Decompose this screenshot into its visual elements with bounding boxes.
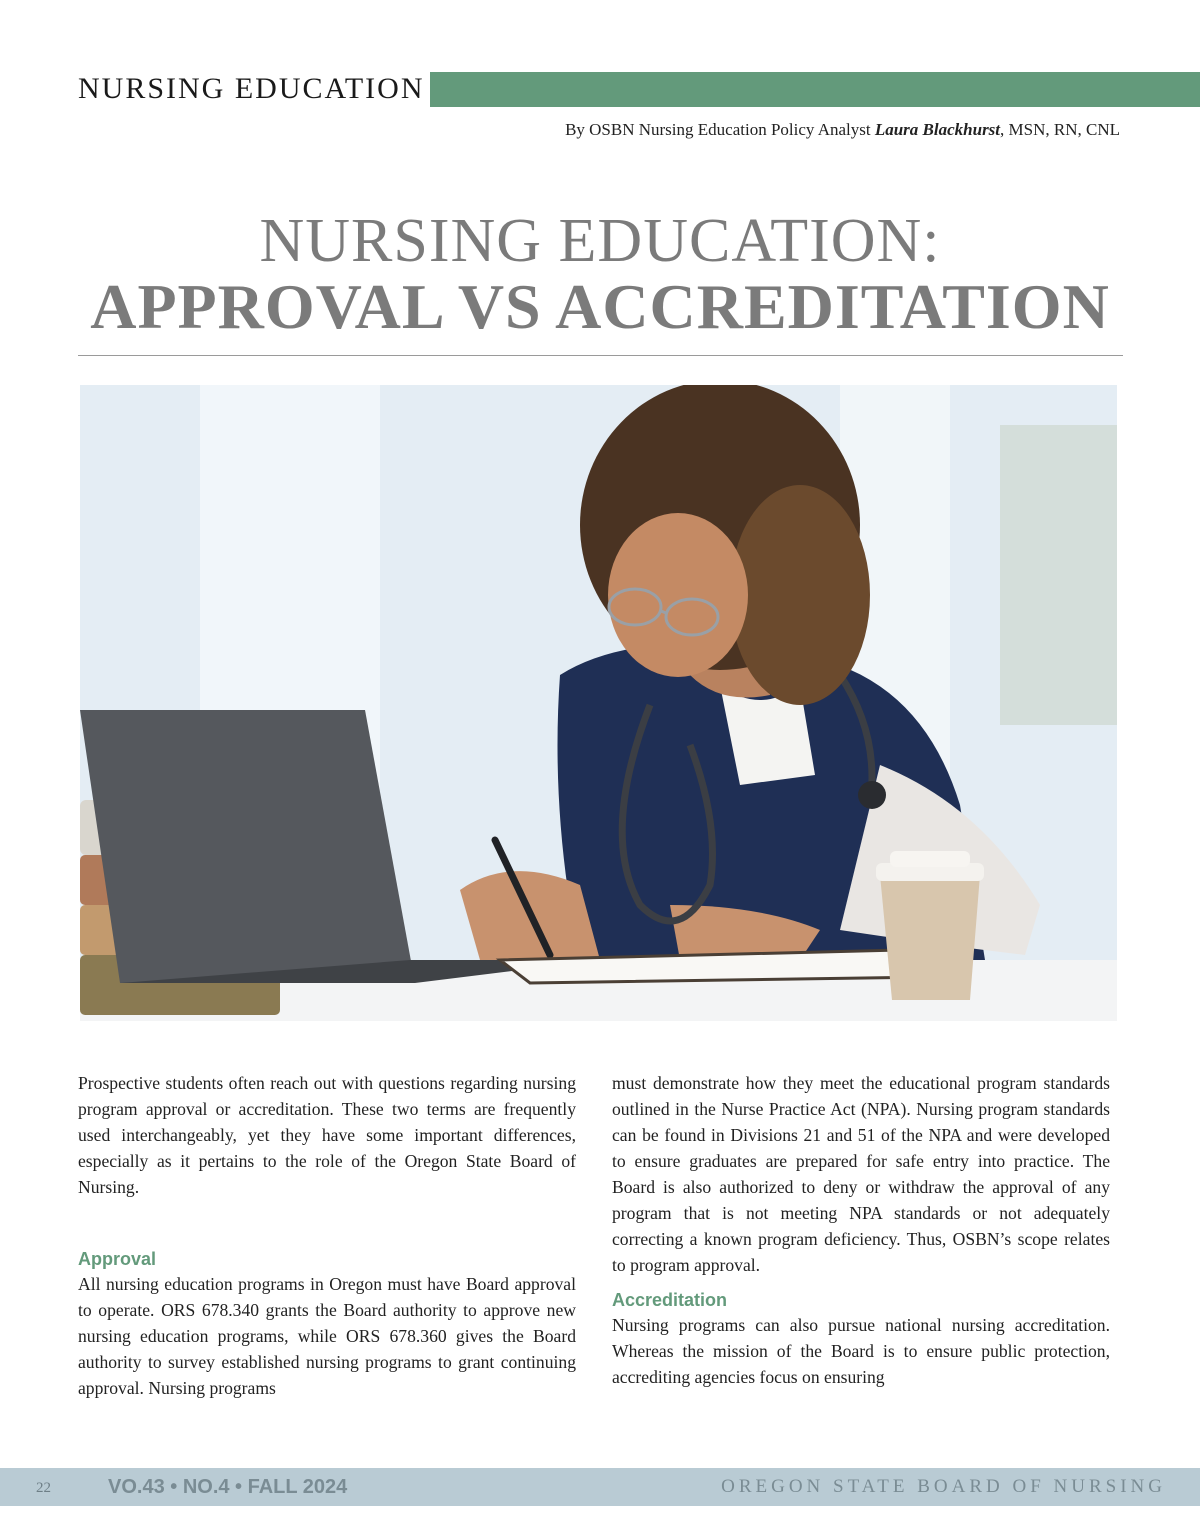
- approval-heading: Approval: [78, 1249, 157, 1269]
- author-credentials: , MSN, RN, CNL: [1000, 120, 1120, 139]
- page-number: 22: [36, 1480, 51, 1496]
- approval-paragraph-continued: must demonstrate how they meet the educational program standards outlined in the Nurse Practice Act (NPA). Nursing program standards can be found in Divisions 21 and 51 of the NPA and were developed to ensure graduates are prepared for safe entry into practice. The Board is also authorized to deny or withdraw the approval of any program that is not meeting NPA standards or not adequately correcting a known program deficiency. Thus, OSBN’s scope relates to program approval.: [612, 1073, 1110, 1275]
- column-left: [78, 1070, 576, 1401]
- section-accent-bar: [430, 72, 1200, 107]
- publication-name: OREGON STATE BOARD OF NURSING: [721, 1476, 1166, 1497]
- nurse-studying-illustration: [80, 385, 1117, 1021]
- accreditation-heading: Accreditation: [612, 1290, 728, 1310]
- byline-prefix: By OSBN Nursing Education Policy Analyst: [565, 120, 875, 139]
- byline: [565, 120, 1120, 140]
- author-name: Laura Blackhurst: [874, 120, 1001, 139]
- article-title-line1: NURSING EDUCATION:: [259, 207, 941, 275]
- column-right: [612, 1070, 1110, 1390]
- article-photo: [80, 385, 1117, 1021]
- title-divider: [78, 355, 1123, 356]
- intro-paragraph: Prospective students often reach out with questions regarding nursing program approval or accreditation. These two terms are frequently used interchangeably, yet they have some important differences, especially as it pertains to the role of the Oregon State Board of Nursing.: [78, 1073, 576, 1197]
- article-title-line2: APPROVAL VS ACCREDITATION: [90, 271, 1110, 342]
- issue-info: VO.43 • NO.4 • FALL 2024: [108, 1476, 348, 1498]
- section-label: NURSING EDUCATION: [78, 72, 425, 105]
- approval-paragraph-start: All nursing education programs in Oregon must have Board approval to operate. ORS 678.340 grants the Board authority to approve new nursing education programs, while ORS 678.360 gives the Board authority to survey established nursing programs to grant continuing approval. Nursing programs: [78, 1274, 576, 1398]
- accreditation-paragraph: Nursing programs can also pursue national nursing accreditation. Whereas the mission of the Board is to ensure public protection, accrediting agencies focus on ensuring: [612, 1315, 1110, 1387]
